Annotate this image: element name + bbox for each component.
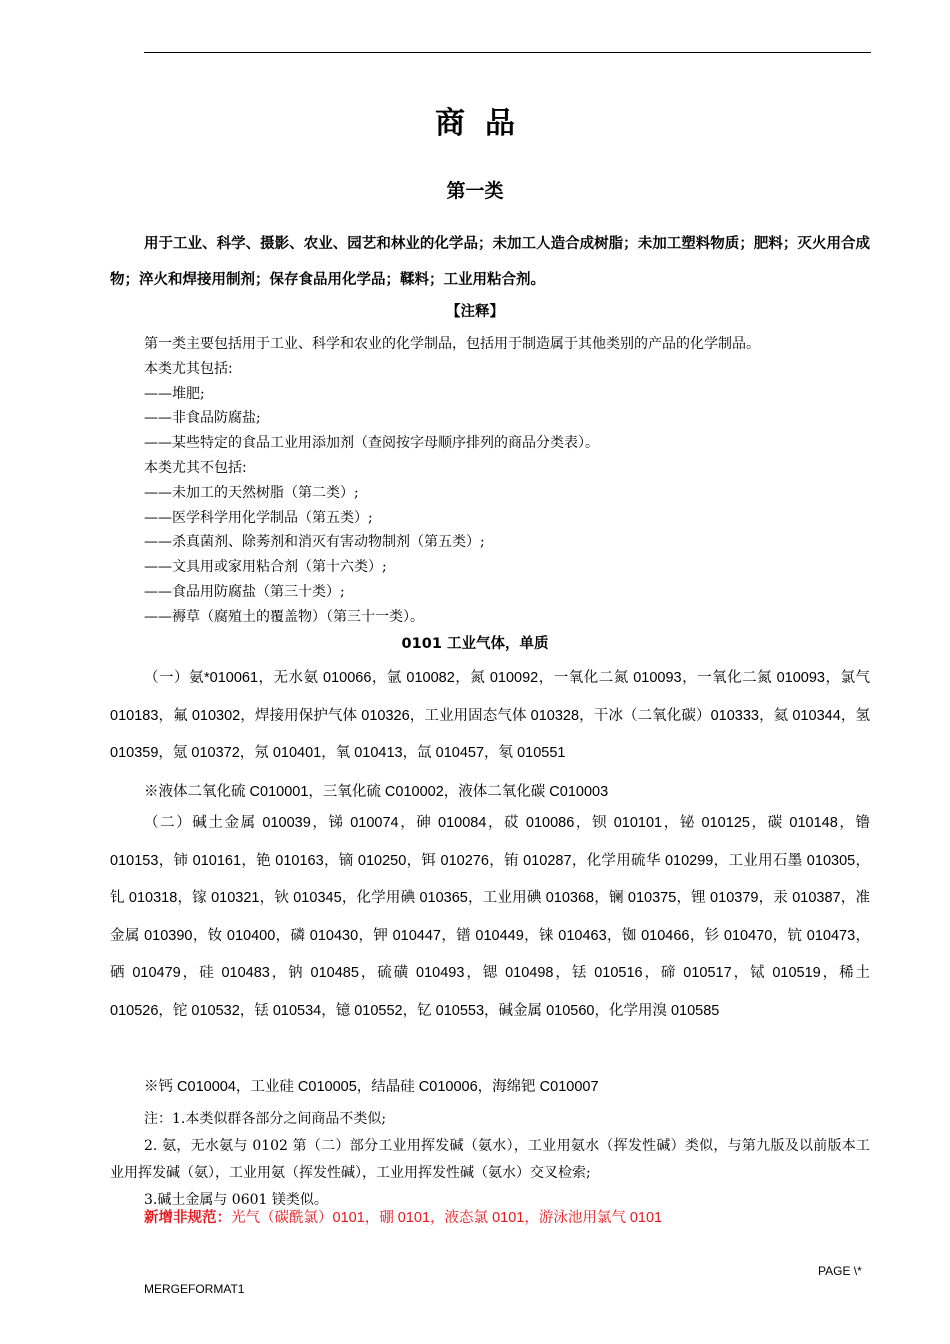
class-heading: 用于工业、科学、摄影、农业、园艺和林业的化学品；未加工人造合成树脂；未加工塑料物质；肥料；灭火用合成物；淬火和焊接用制剂；保存食品用化学品；鞣料；工业用粘合剂。 (110, 236, 870, 288)
note-line: 本类尤其不包括: (144, 459, 247, 476)
header-rule (144, 52, 871, 53)
notes-block (110, 332, 880, 630)
note-line: 本类尤其包括: (144, 360, 233, 377)
group-one-extra: ※液体二氧化硫 C010001，三氧化硫 C010002，液体二氧化碳 C010003 (144, 784, 609, 800)
footnotes (110, 1106, 870, 1214)
note-line: ——食品用防腐盐（第三十类）; (144, 583, 345, 600)
new-items-line (144, 1206, 662, 1227)
page-title: 商品 (435, 106, 535, 141)
new-items-label: 新增非规范： (144, 1210, 231, 1226)
note-line: ——某些特定的食品工业用添加剂（查阅按字母顺序排列的商品分类表）。 (144, 435, 599, 452)
group-two-items: （二）碱土金属 010039，锑 010074，砷 010084，砹 010086，钡 010101，铋 010125，碳 010148，镥 010153，铈 010161，铯 010163，镝 010250，铒 010276，铕 010287，化学用硫华 010299，工业用石墨 010305，钆 010318，镓 010321，钬 010345，化学用碘 010365，工业用碘 010368，镧 010375，锂 010379，汞 010387，准金属 010390，钕 010400，磷 010430，钾 010447，镨 010449，铼 010463，铷 010466，钐 010470，钪 010473，硒 010479，硅 010483，钠 010485，硫磺 010493，锶 010498，铥 010516，碲 010517，铽 010519，稀土 010526，铊 010532，铥 010534，镱 010552，钇 010553，碱金属 010560，化学用溴 010585 (110, 815, 870, 1019)
note-line: ——未加工的天然树脂（第二类）; (144, 484, 359, 501)
note-line: 第一类主要包括用于工业、科学和农业的化学制品，包括用于制造属于其他类别的产品的化学制品。 (144, 336, 760, 352)
note-line: ——褥草（腐殖土的覆盖物）（第三十一类）。 (144, 608, 424, 625)
page-field: PAGE \* (818, 1264, 862, 1278)
merge-field: MERGEFORMAT1 (144, 1282, 245, 1296)
note-line: ——文具用或家用粘合剂（第十六类）; (144, 559, 387, 576)
note-heading: 【注释】 (446, 304, 504, 320)
group-title: 0101 工业气体，单质 (401, 636, 549, 652)
group-two-extra: ※钙 C010004，工业硅 C010005，结晶硅 C010006，海绵钯 C010007 (144, 1079, 599, 1095)
footnote-line: 3.碱土金属与 0601 镁类似。 (144, 1192, 328, 1208)
footnote-line: 注：1.本类似群各部分之间商品不类似; (144, 1111, 387, 1127)
note-line: ——非食品防腐盐; (144, 410, 261, 427)
new-items-text: 光气（碳酰氯）0101，硼 0101，液态氯 0101，游泳池用氯气 0101 (231, 1210, 663, 1226)
group-one-items: （一）氨*010061，无水氨 010066，氩 010082，氮 010092，一氧化二氮 010093，一氧化二氮 010093，氯气 010183，氟 010302，焊接用保护气体 010326，工业用固态气体 010328，干冰（二氧化碳）010333，氦 010344，氢 010359，氪 010372，氖 010401，氧 010413，氙 010457，氡 010551 (110, 670, 870, 761)
class-title: 第一类 (446, 180, 504, 202)
note-line: ——杀真菌剂、除莠剂和消灭有害动物制剂（第五类）; (144, 534, 485, 551)
note-line: ——医学科学用化学制品（第五类）; (144, 509, 373, 526)
note-line: ——堆肥; (144, 385, 205, 402)
footnote-line: 2. 氨，无水氨与 0102 第（二）部分工业用挥发碱（氨水），工业用氨水（挥发性碱）类似，与第九版及以前版本工业用挥发碱（氨），工业用氨（挥发性碱），工业用挥发性碱（氨水）交叉检索; (110, 1138, 870, 1181)
